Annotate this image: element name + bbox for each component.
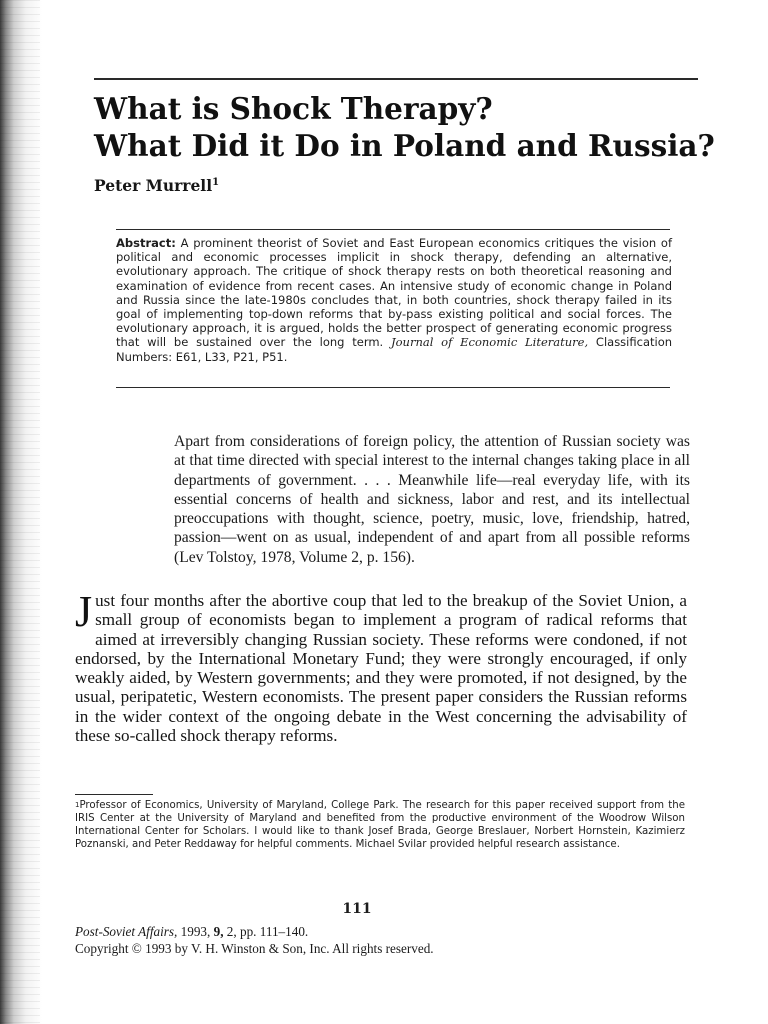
citation-year: 1993, bbox=[180, 924, 211, 939]
author-name: Peter Murrell bbox=[94, 176, 213, 195]
drop-cap: J bbox=[75, 587, 93, 636]
epigraph bbox=[174, 432, 690, 567]
epigraph-source: (Lev Tolstoy, 1978, Volume 2, p. 156). bbox=[174, 548, 415, 566]
footnote-separator bbox=[75, 794, 153, 795]
body-text: ust four months after the abortive coup that led to the breakup of the Soviet Union, a small group of economists began to implement a program of radical reforms that aimed at irreversibly changing Russian society. These reforms were condoned, if not endorsed, by the International Monetary Fund; they were strongly encouraged, if only weakly aided, by Western governments; and they were promoted, if not designed, by the usual, peripatetic, Western economists. The present paper considers the Russian reforms in the wider context of the ongoing debate in the West concerning the advisability of these so-called shock therapy reforms. bbox=[75, 591, 687, 746]
title-line-2: What Did it Do in Poland and Russia? bbox=[94, 128, 715, 163]
citation-pages: 2, pp. 111–140. bbox=[226, 924, 309, 939]
title-line-1: What is Shock Therapy? bbox=[94, 91, 493, 126]
body-paragraph bbox=[75, 587, 687, 746]
scan-binding-texture bbox=[0, 0, 40, 1024]
abstract-jel-journal: Journal of Economic Literature, bbox=[391, 335, 589, 350]
abstract bbox=[116, 236, 672, 364]
citation-volume: 9, bbox=[213, 924, 224, 939]
journal-citation bbox=[75, 924, 308, 940]
epigraph-text: Apart from considerations of foreign policy, the attention of Russian society was at that time directed with special interest to the internal changes taking place in all departments of government. . . . Meanwhile life—real everyday life, with its essential concerns of health and sickness, labor and rest, and its intellectual preoccupations with thought, science, poetry, music, love, friendship, hatred, passion—went on as usual, independent of and apart from all possible reforms bbox=[174, 433, 690, 547]
title-top-rule bbox=[94, 78, 698, 80]
abstract-label: Abstract: bbox=[116, 236, 176, 250]
author-footnote-mark: 1 bbox=[212, 177, 220, 188]
article-title bbox=[94, 90, 714, 164]
author-byline bbox=[94, 176, 219, 195]
abstract-jel-codes: Classification Numbers: E61, L33, P21, P51. bbox=[116, 335, 673, 364]
citation-journal: Post-Soviet Affairs, bbox=[75, 924, 178, 939]
footnote bbox=[75, 799, 685, 851]
page-number: 111 bbox=[342, 901, 372, 917]
copyright-line: Copyright © 1993 by V. H. Winston & Son, Inc. All rights reserved. bbox=[75, 941, 434, 956]
footnote-text: Professor of Economics, University of Maryland, College Park. The research for this paper received support from the IRIS Center at the University of Maryland and benefited from the productive environment of the Woodrow Wilson International Center for Scholars. I would like to thank Josef Brada, George Breslauer, Norbert Hornstein, Kazimierz Poznanski, and Peter Reddaway for helpful comments. Michael Svilar provided helpful research assistance. bbox=[75, 800, 685, 851]
abstract-top-rule bbox=[116, 229, 670, 230]
footnote-mark: 1 bbox=[75, 801, 80, 809]
abstract-bottom-rule bbox=[116, 387, 670, 388]
abstract-text: A prominent theorist of Soviet and East European economics critiques the vision of political and economic processes implicit in shock therapy, defending an alternative, evolutionary approach. The critique of shock therapy rests on both theoretical reasoning and examination of evidence from recent cases. An intensive study of economic change in Poland and Russia since the late-1980s concludes that, in both countries, shock therapy failed in its goal of implementing top-down reforms that by-pass existing political and social forces. The evolutionary approach, it is argued, holds the better prospect of generating economic progress that will be sustained over the long term. bbox=[116, 236, 673, 350]
